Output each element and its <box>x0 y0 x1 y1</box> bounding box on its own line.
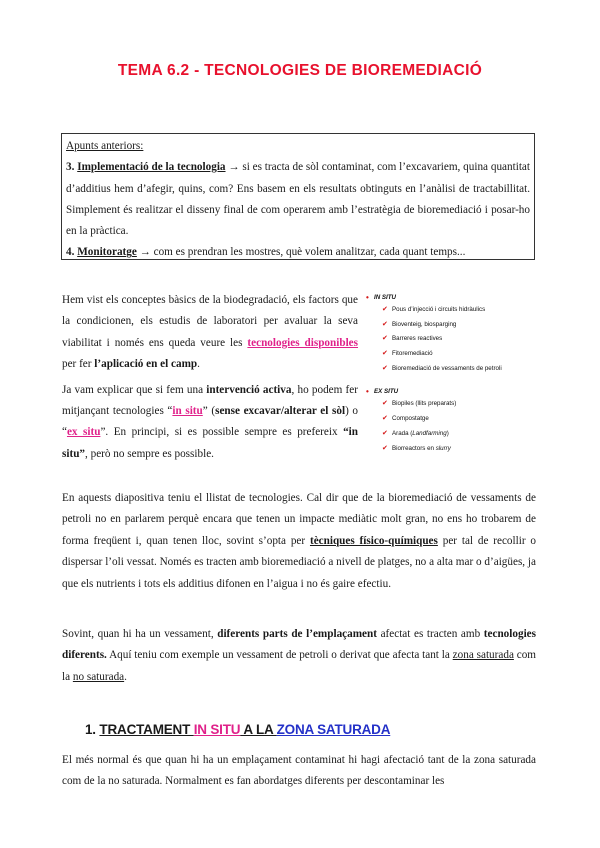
check-icon: ✔ <box>382 320 388 328</box>
check-icon: ✔ <box>382 364 388 372</box>
check-icon: ✔ <box>382 306 388 313</box>
check-icon: ✔ <box>382 415 388 423</box>
check-icon: ✔ <box>382 335 388 343</box>
in-situ-term: in situ <box>172 405 203 418</box>
list-item: ✔ Bioventeig, biosparging <box>366 318 566 333</box>
page-title: TEMA 6.2 - TECNOLOGIES DE BIOREMEDIACIÓ <box>117 62 483 79</box>
list-item: ✔ Barreres reactives <box>366 332 566 347</box>
technology-list <box>366 292 566 456</box>
intro-paragraph-2: Ja vam explicar que si fem una intervenció activa, ho podem fer mitjançant tecnologies “in situ” (sense excavar/alterar el sòl) o “ex situ”. En principi, si es possible sempre es prefereix “in situ”, però no sempre es possible. <box>62 383 359 460</box>
ex-situ-group: • EX SITU <box>366 387 399 397</box>
list-item: ✔ Compostatge <box>366 412 566 427</box>
previous-notes-box <box>61 133 535 260</box>
bullet-icon: • <box>366 387 369 397</box>
list-item: ✔ Fitoremediació <box>366 347 566 362</box>
check-icon: ✔ <box>382 400 388 408</box>
section-heading: 1. TRACTAMENT IN SITU A LA ZONA SATURADA <box>85 722 391 737</box>
check-icon: ✔ <box>382 444 388 452</box>
paragraph-saturated-zone: El més normal és que quan hi ha un emplaçament contaminat hi hagi afectació tant de la zona saturada com de la no saturada. Normalment es fan abordatges diferents per descontaminar les <box>62 754 536 788</box>
list-item: ✔ Biopiles (llits preparats) <box>366 397 566 412</box>
intro-text <box>62 290 358 469</box>
check-icon: ✔ <box>382 350 388 358</box>
list-item: ✔ Pous d’injecció i circuits hidràulics <box>366 303 566 318</box>
ex-situ-term: ex situ <box>66 426 101 439</box>
paragraph-spill: Sovint, quan hi ha un vessament, diferents parts de l’emplaçament afectat es tracten amb tecnologies diferents. Aquí teniu com exemple un vessament de petroli o derivat que afecta tant la zona saturada com la no saturada. <box>62 628 537 683</box>
list-item: ✔ Biorreactors en slurry <box>366 442 566 457</box>
notes-header: Apunts anteriors: <box>66 140 144 152</box>
check-icon: ✔ <box>382 429 388 437</box>
available-technologies-link: tecnologies disponibles <box>247 336 358 349</box>
list-item: ✔ Bioremediació de vessaments de petroli <box>366 362 566 377</box>
in-situ-group: • IN SITU <box>366 293 397 302</box>
bullet-icon: • <box>366 293 369 302</box>
paragraph-technologies: En aquests diapositiva teniu el llistat de tecnologies. Cal dir que de la bioremediació de vessaments de petroli no en parlarem perquè encara que tenen un impacte mediàtic molt gran, no ens ho trobarem de forma freqüent i, quan tenen lloc, sovint s’opta per tècniques físico-químiques per tal de recollir o dispersar l’oli vessat. Només es tracten amb bioremediació a nivell de platges, no a alta mar o d’aigües, ja que els nutrients i tots els additius difonen en l’aigua i no és gaire efectiu. <box>62 492 537 590</box>
intro-paragraph-1: Hem vist els conceptes bàsics de la biodegradació, els factors que la condicionen, els estudis de laboratori per avaluar la seva viabilitat i només ens queda veure les tecnologies disponibles per fer l’aplicació en el camp. <box>62 294 358 371</box>
notes-item-monitoring: 4. Monitoratge → com es prendran les mostres, què volem analitzar, cada quant temps... <box>66 246 466 259</box>
list-item: ✔ Arada (Landfarming) <box>366 427 566 442</box>
notes-item-implementation: 3. Implementació de la tecnologia → si es tracta de sòl contaminat, com l’excavariem, quina quantitat d’additius hem d’afegir, quins, com? Ens basem en els resultats obtinguts en l’anàlisi de tractabillitat. Simplement és realitzar el disseny final de com operarem amb l’estratègia de bioremediació i posar-ho en la pràctica. <box>66 161 530 238</box>
